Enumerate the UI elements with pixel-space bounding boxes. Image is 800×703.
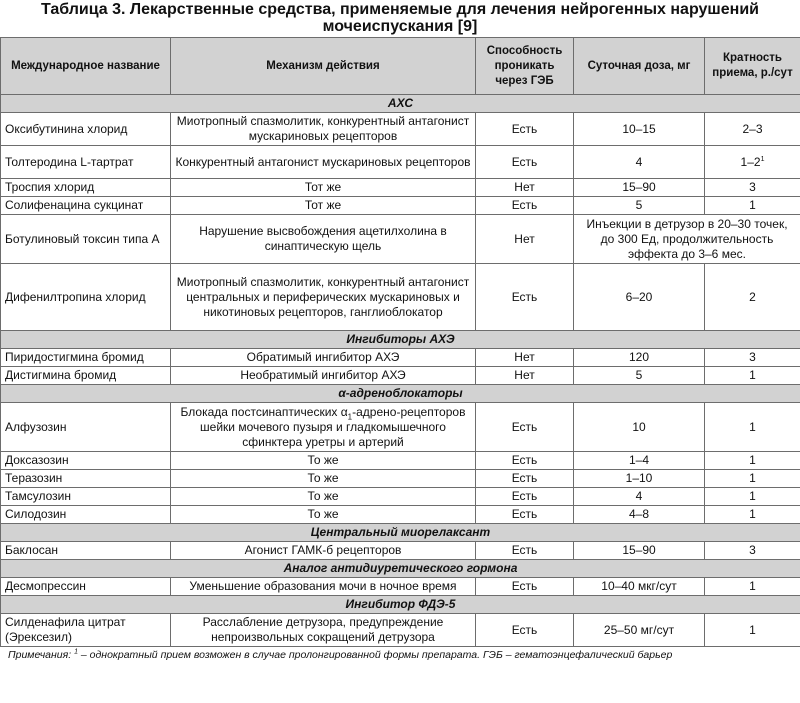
header-name: Международное название — [1, 38, 171, 95]
drug-dose: 1–10 — [574, 470, 705, 488]
drug-bbb: Нет — [476, 367, 574, 385]
drug-dose: 15–90 — [574, 179, 705, 197]
drug-name: Дистигмина бромид — [1, 367, 171, 385]
header-freq: Кратность приема, р./сут — [705, 38, 800, 95]
drug-mechanism: То же — [171, 488, 476, 506]
table-row — [1, 470, 800, 488]
drug-freq — [705, 146, 800, 179]
table-row — [1, 452, 800, 470]
table-row — [1, 614, 800, 647]
drug-dose: 15–90 — [574, 542, 705, 560]
group-ahs: АХС — [1, 95, 800, 113]
table-row — [1, 215, 800, 264]
group-row — [1, 95, 800, 113]
drug-name: Баклосан — [1, 542, 171, 560]
group-row — [1, 560, 800, 578]
drug-bbb: Есть — [476, 452, 574, 470]
drug-freq: 1 — [705, 488, 800, 506]
drug-dose: 10 — [574, 403, 705, 452]
drug-name: Троспия хлорид — [1, 179, 171, 197]
drug-bbb: Есть — [476, 542, 574, 560]
drug-freq: 1 — [705, 614, 800, 647]
drug-dose: Инъекции в детрузор в 20–30 точек, до 300 Ед, продолжительность эффекта до 3–6 мес. — [574, 215, 800, 264]
group-row — [1, 331, 800, 349]
drug-name: Солифенацина сукцинат — [1, 197, 171, 215]
drug-mechanism: Тот же — [171, 179, 476, 197]
table-row — [1, 542, 800, 560]
group-row — [1, 524, 800, 542]
drug-mechanism: Миотропный спазмолитик, конкурентный антагонист центральных и периферических мускариновых и никотиновых рецепторов, ганглиоблокатор — [171, 264, 476, 331]
drug-freq: 3 — [705, 542, 800, 560]
drug-mechanism: То же — [171, 452, 476, 470]
mechanism-part-a: Блокада постсинаптических α — [180, 404, 348, 419]
mechanism-part-b: -адрено-рецепторов шейки мочевого пузыря и гладкомышечного сфинктера уретры и артерий — [200, 404, 466, 449]
drug-name: Теразозин — [1, 470, 171, 488]
table-title-line2: мочеиспускания [9] — [322, 18, 478, 35]
drug-mechanism — [171, 403, 476, 452]
drug-bbb: Есть — [476, 506, 574, 524]
drug-name: Тамсулозин — [1, 488, 171, 506]
drug-freq: 3 — [705, 349, 800, 367]
table-row — [1, 506, 800, 524]
drug-bbb: Есть — [476, 578, 574, 596]
drug-freq: 3 — [705, 179, 800, 197]
drug-freq: 1 — [705, 452, 800, 470]
drug-name: Оксибутинина хлорид — [1, 113, 171, 146]
drug-mechanism: Тот же — [171, 197, 476, 215]
header-dose: Суточная доза, мг — [574, 38, 705, 95]
drug-mechanism: То же — [171, 506, 476, 524]
footnote-mark: 1 — [74, 648, 78, 656]
drug-bbb: Есть — [476, 264, 574, 331]
table-row — [1, 146, 800, 179]
drug-dose: 4 — [574, 146, 705, 179]
group-central: Центральный миорелаксант — [1, 524, 800, 542]
drug-name: Пиридостигмина бромид — [1, 349, 171, 367]
drug-mechanism: Необратимый ингибитор АХЭ — [171, 367, 476, 385]
table-footnote — [0, 647, 800, 663]
drug-bbb: Есть — [476, 197, 574, 215]
drug-name: Десмопрессин — [1, 578, 171, 596]
drug-name: Дифенилтропина хлорид — [1, 264, 171, 331]
drug-bbb: Есть — [476, 470, 574, 488]
drug-freq: 2 — [705, 264, 800, 331]
drug-bbb: Нет — [476, 179, 574, 197]
drug-freq: 1 — [705, 367, 800, 385]
table-row — [1, 403, 800, 452]
drug-dose: 5 — [574, 197, 705, 215]
drug-bbb: Есть — [476, 113, 574, 146]
drug-mechanism: Миотропный спазмолитик, конкурентный антагонист мускариновых рецепторов — [171, 113, 476, 146]
footnote-label: Примечания: — [8, 649, 72, 661]
drug-mechanism: Конкурентный антагонист мускариновых рецепторов — [171, 146, 476, 179]
drug-table — [0, 37, 800, 647]
footnote-mark: 1 — [760, 155, 765, 163]
drug-dose: 4 — [574, 488, 705, 506]
drug-dose: 25–50 мг/сут — [574, 614, 705, 647]
drug-mechanism: Обратимый ингибитор АХЭ — [171, 349, 476, 367]
drug-freq: 1 — [705, 506, 800, 524]
drug-name: Силденафила цитрат (Эрексезил) — [1, 614, 171, 647]
mechanism-subscript: 1 — [347, 411, 353, 421]
drug-mechanism: То же — [171, 470, 476, 488]
drug-bbb: Есть — [476, 488, 574, 506]
drug-dose: 4–8 — [574, 506, 705, 524]
header-mechanism: Механизм действия — [171, 38, 476, 95]
drug-bbb: Есть — [476, 146, 574, 179]
group-pde5: Ингибитор ФДЭ-5 — [1, 596, 800, 614]
drug-dose: 5 — [574, 367, 705, 385]
drug-bbb: Нет — [476, 349, 574, 367]
drug-bbb: Есть — [476, 614, 574, 647]
table-title — [0, 0, 800, 37]
drug-dose: 10–40 мкг/сут — [574, 578, 705, 596]
drug-bbb: Есть — [476, 403, 574, 452]
table-row — [1, 367, 800, 385]
drug-freq: 2–3 — [705, 113, 800, 146]
group-row — [1, 596, 800, 614]
group-ache: Ингибиторы АХЭ — [1, 331, 800, 349]
table-row — [1, 179, 800, 197]
drug-mechanism: Нарушение высвобождения ацетилхолина в синаптическую щель — [171, 215, 476, 264]
drug-name: Толтеродина L-тартрат — [1, 146, 171, 179]
drug-dose: 10–15 — [574, 113, 705, 146]
table-row — [1, 197, 800, 215]
drug-freq: 1 — [705, 403, 800, 452]
drug-name: Доксазозин — [1, 452, 171, 470]
drug-bbb: Нет — [476, 215, 574, 264]
group-adh: Аналог антидиуретического гормона — [1, 560, 800, 578]
drug-dose: 6–20 — [574, 264, 705, 331]
header-bbb: Способность проникать через ГЭБ — [476, 38, 574, 95]
drug-freq: 1 — [705, 470, 800, 488]
group-alpha: α-адреноблокаторы — [1, 385, 800, 403]
drug-freq: 1 — [705, 197, 800, 215]
drug-dose: 1–4 — [574, 452, 705, 470]
drug-freq-value: 1–2 — [740, 154, 761, 169]
drug-mechanism: Агонист ГАМК-б рецепторов — [171, 542, 476, 560]
group-row — [1, 385, 800, 403]
table-row — [1, 349, 800, 367]
table-row — [1, 113, 800, 146]
drug-name: Силодозин — [1, 506, 171, 524]
table-row — [1, 264, 800, 331]
table-row — [1, 578, 800, 596]
header-row — [1, 38, 800, 95]
drug-mechanism: Уменьшение образования мочи в ночное время — [171, 578, 476, 596]
drug-name: Ботулиновый токсин типа А — [1, 215, 171, 264]
drug-name: Алфузозин — [1, 403, 171, 452]
table-title-line1: Таблица 3. Лекарственные средства, применяемые для лечения нейрогенных нарушений — [41, 1, 759, 18]
drug-freq: 1 — [705, 578, 800, 596]
footnote-text: – однократный прием возможен в случае пролонгированной формы препарата. ГЭБ – гематоэнцефалический барьер — [77, 649, 673, 661]
drug-mechanism: Расслабление детрузора, предупреждение непроизвольных сокращений детрузора — [171, 614, 476, 647]
drug-dose: 120 — [574, 349, 705, 367]
table-row — [1, 488, 800, 506]
